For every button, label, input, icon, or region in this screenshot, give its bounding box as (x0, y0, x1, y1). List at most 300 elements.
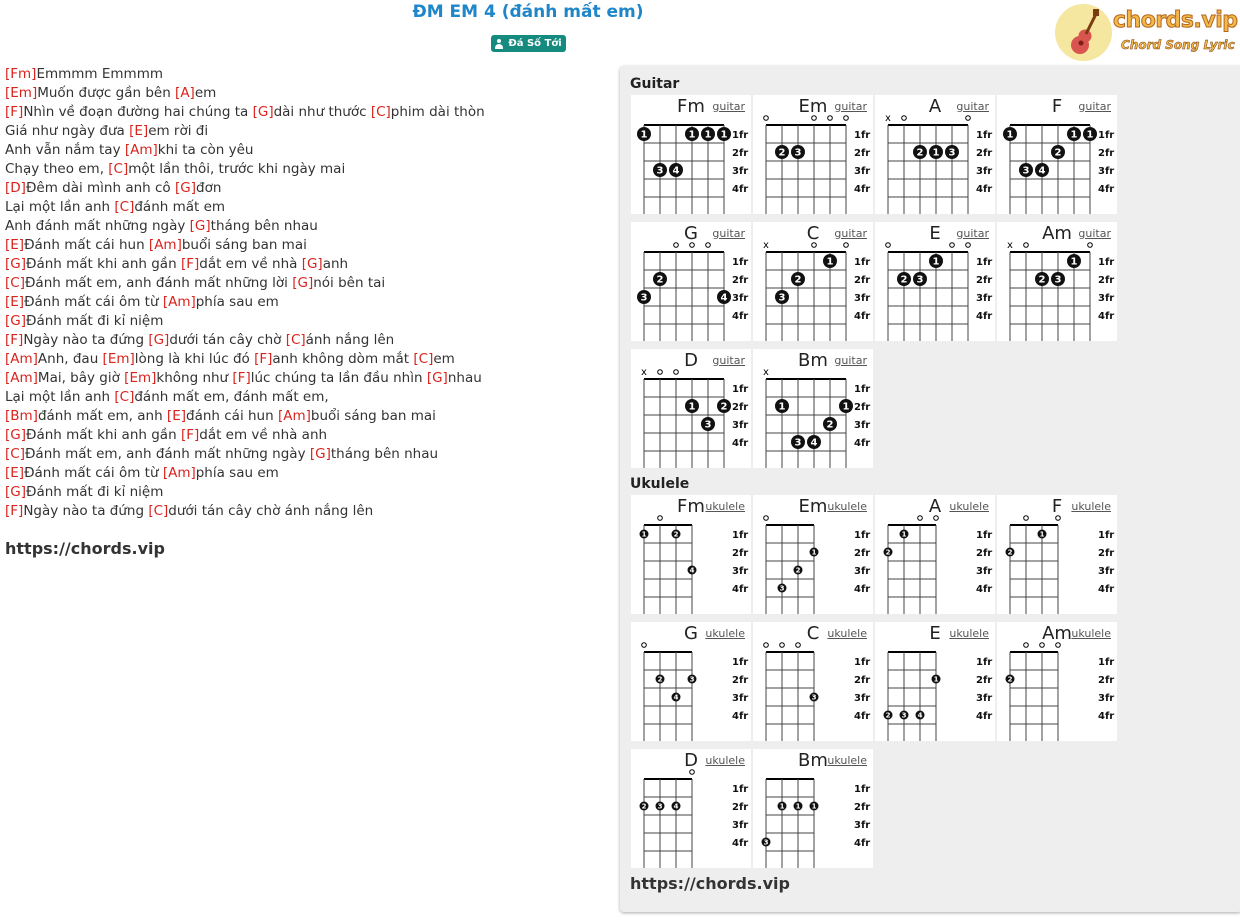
chord-token[interactable]: [F] (5, 332, 24, 348)
lyric-text: tháng bên nhau (210, 218, 318, 234)
lyric-text: Đánh mất đi kỉ niệm (26, 484, 164, 500)
lyrics-block (5, 65, 610, 521)
fret-label: 1fr (1098, 530, 1115, 541)
fret-label: 2fr (976, 275, 993, 286)
chord-token[interactable]: [C] (413, 351, 434, 367)
lyric-line (5, 293, 610, 312)
chord-token[interactable]: [C] (148, 503, 169, 519)
chord-token[interactable]: [Am] (5, 370, 38, 386)
fret-label: 4fr (854, 711, 871, 722)
finger-number: 3 (640, 292, 648, 304)
fret-label: 2fr (854, 548, 871, 559)
chord-token[interactable]: [Em] (5, 85, 38, 101)
ukulele-chord-diagram (631, 749, 751, 868)
finger-number: 2 (1054, 147, 1062, 159)
fret-label: 3fr (854, 293, 871, 304)
chord-token[interactable]: [C] (5, 446, 25, 462)
guitar-chord-diagram (997, 222, 1117, 341)
guitar-link[interactable]: guitar (1078, 227, 1111, 240)
chord-name: Em (798, 496, 828, 517)
chord-token[interactable]: [Am] (148, 237, 182, 253)
finger-number: 3 (1022, 165, 1030, 177)
lyric-line (5, 84, 610, 103)
finger-number: 1 (842, 401, 850, 413)
chord-token[interactable]: [Am] (277, 408, 311, 424)
lyric-text: dưới tán cây chờ (169, 332, 286, 348)
chord-name: F (1051, 496, 1063, 517)
lyric-text: anh không dòm mắt (272, 351, 414, 367)
chord-token[interactable]: [Fm] (5, 66, 37, 82)
fret-label: 3fr (732, 566, 749, 577)
ukulele-link[interactable]: ukulele (705, 500, 745, 513)
lyric-text: Anh, đau (37, 351, 103, 367)
guitar-link[interactable]: guitar (834, 227, 867, 240)
lyric-line (5, 122, 610, 141)
open-string-marker (674, 243, 679, 248)
chord-name: C (806, 223, 820, 244)
open-string-marker (796, 643, 801, 648)
ukulele-section-title: Ukulele (630, 476, 690, 492)
finger-number: 4 (720, 292, 728, 304)
guitar-link[interactable]: guitar (834, 100, 867, 113)
ukulele-link[interactable]: ukulele (827, 754, 867, 767)
guitar-chord-diagram (753, 349, 873, 468)
lyric-text: Mai, bây giờ (37, 370, 125, 386)
open-string-marker (642, 643, 647, 648)
lyric-line (5, 141, 610, 160)
lyric-text: buổi sáng ban mai (310, 408, 436, 424)
open-string-marker (1056, 516, 1061, 521)
ukulele-chord-card[interactable] (753, 749, 873, 868)
open-string-marker (812, 243, 817, 248)
guitar-chord-card[interactable] (631, 349, 751, 468)
lyric-text: dưới tán cây chờ ánh nắng lên (168, 503, 374, 519)
guitar-chord-diagram (875, 222, 995, 341)
fret-label: 2fr (854, 148, 871, 159)
lyric-line (5, 502, 610, 521)
ukulele-chord-diagram (997, 622, 1117, 741)
lyric-text: khi ta còn yêu (157, 142, 254, 158)
fret-label: 4fr (854, 311, 871, 322)
chord-token[interactable]: [Am] (5, 351, 38, 367)
lyric-text: Đánh mất đi kỉ niệm (26, 313, 164, 329)
chord-token[interactable]: [F] (232, 370, 251, 386)
fret-label: 1fr (854, 657, 871, 668)
lyric-text: Đánh mất cái ôm từ (24, 294, 163, 310)
finger-number: 1 (932, 147, 940, 159)
guitar-chord-diagram (631, 349, 751, 468)
site-logo[interactable] (1055, 4, 1238, 62)
ukulele-chord-diagram (631, 622, 751, 741)
chord-token[interactable]: [G] (5, 427, 26, 443)
open-string-marker (674, 370, 679, 375)
chord-token[interactable]: [F] (254, 351, 273, 367)
open-string-marker (1024, 643, 1029, 648)
chord-token[interactable]: [C] (370, 104, 391, 120)
site-url-left[interactable]: https://chords.vip (5, 539, 165, 558)
lyric-text: Anh vẫn nắm tay (5, 142, 125, 158)
fret-label: 4fr (854, 584, 871, 595)
open-string-marker (1056, 643, 1061, 648)
lyric-text: em (433, 351, 455, 367)
fret-label: 4fr (732, 711, 749, 722)
ukulele-link[interactable]: ukulele (1071, 500, 1111, 513)
guitar-link[interactable]: guitar (834, 354, 867, 367)
guitar-chord-diagram (875, 95, 995, 214)
finger-number: 3 (689, 675, 695, 684)
lyric-text: Anh đánh mất những ngày (5, 218, 190, 234)
chord-token[interactable]: [G] (301, 256, 323, 272)
lyric-text: Ngày nào ta đứng (23, 332, 149, 348)
ukulele-link[interactable]: ukulele (827, 500, 867, 513)
open-string-marker (902, 116, 907, 121)
finger-number: 1 (704, 129, 712, 141)
lyric-text: Ngày nào ta đứng (23, 503, 149, 519)
fret-label: 3fr (1098, 693, 1115, 704)
fret-label: 4fr (732, 311, 749, 322)
guitar-link[interactable]: guitar (956, 100, 989, 113)
fret-label: 2fr (732, 802, 749, 813)
lyric-text: đánh cái hun (186, 408, 278, 424)
chord-token[interactable]: [C] (5, 275, 25, 291)
chord-token[interactable]: [E] (5, 237, 25, 253)
chord-token[interactable]: [Em] (102, 351, 135, 367)
chord-name: Am (1042, 623, 1072, 644)
chord-token[interactable]: [G] (252, 104, 274, 120)
lyric-line (5, 445, 610, 464)
lyric-line (5, 65, 610, 84)
lyric-text: đánh mất em, anh (37, 408, 167, 424)
open-string-marker (658, 516, 663, 521)
ukulele-chord-diagram (875, 622, 995, 741)
finger-number: 1 (688, 401, 696, 413)
chord-token[interactable]: [G] (292, 275, 314, 291)
fret-label: 3fr (854, 566, 871, 577)
chord-token[interactable]: [G] (148, 332, 170, 348)
chord-token[interactable]: [E] (5, 465, 25, 481)
lyric-line (5, 179, 610, 198)
fret-label: 3fr (732, 420, 749, 431)
finger-number: 1 (1006, 129, 1014, 141)
guitar-logo-icon (1055, 4, 1112, 61)
chord-token[interactable]: [G] (175, 180, 196, 196)
ukulele-chord-card[interactable] (875, 622, 995, 741)
guitar-link[interactable]: guitar (712, 354, 745, 367)
chord-token[interactable]: [F] (180, 427, 200, 443)
finger-number: 3 (916, 274, 924, 286)
chord-token[interactable]: [G] (426, 370, 448, 386)
fret-label: 2fr (854, 675, 871, 686)
fret-label: 3fr (1098, 166, 1115, 177)
fret-label: 1fr (732, 384, 749, 395)
lyric-line (5, 407, 610, 426)
author-badge[interactable] (491, 35, 566, 52)
ukulele-chord-card[interactable] (753, 622, 873, 741)
lyric-text: buổi sáng ban mai (181, 237, 307, 253)
guitar-chord-card[interactable] (875, 222, 995, 341)
fret-label: 3fr (854, 166, 871, 177)
fret-label: 4fr (976, 584, 993, 595)
chord-token[interactable]: [A] (175, 85, 195, 101)
chord-token[interactable]: [G] (309, 446, 331, 462)
fret-label: 2fr (854, 802, 871, 813)
fret-label: 3fr (1098, 566, 1115, 577)
chord-name: A (928, 496, 942, 517)
guitar-chord-card[interactable] (753, 95, 873, 214)
chord-token[interactable]: [F] (5, 104, 24, 120)
lyric-line (5, 198, 610, 217)
guitar-chord-card[interactable] (631, 95, 751, 214)
lyric-text: Nhìn về đoạn đường hai chúng ta (23, 104, 253, 120)
finger-number: 3 (794, 437, 802, 449)
guitar-link[interactable]: guitar (1078, 100, 1111, 113)
fret-label: 1fr (732, 657, 749, 668)
open-string-marker (764, 116, 769, 121)
lyric-line (5, 426, 610, 445)
open-string-marker (1040, 643, 1045, 648)
chord-token[interactable]: [E] (166, 408, 186, 424)
lyric-text: Đánh mất em, anh đánh mất những lời (24, 275, 293, 291)
fret-label: 2fr (854, 275, 871, 286)
chord-name: Bm (798, 350, 828, 371)
chord-token[interactable]: [C] (114, 199, 135, 215)
finger-number: 1 (641, 530, 647, 539)
ukulele-chord-diagram (753, 749, 873, 868)
chord-token[interactable]: [Am] (162, 465, 196, 481)
lyric-line (5, 274, 610, 293)
fret-label: 2fr (732, 402, 749, 413)
guitar-chord-diagram (631, 95, 751, 214)
ukulele-link[interactable]: ukulele (827, 627, 867, 640)
chord-token[interactable]: [G] (5, 313, 26, 329)
finger-number: 3 (657, 802, 663, 811)
open-string-marker (706, 243, 711, 248)
open-string-marker (844, 243, 849, 248)
lyric-text: phim dài thòn (390, 104, 485, 120)
ukulele-chord-card[interactable] (631, 749, 751, 868)
lyric-line (5, 331, 610, 350)
finger-number: 2 (826, 419, 834, 431)
lyric-text: Đánh mất cái ôm từ (24, 465, 163, 481)
chord-name: E (929, 623, 941, 644)
finger-number: 3 (1054, 274, 1062, 286)
fret-label: 3fr (854, 820, 871, 831)
chord-token[interactable]: [E] (5, 294, 25, 310)
chord-token[interactable]: [E] (129, 123, 149, 139)
chord-token[interactable]: [D] (5, 180, 26, 196)
open-string-marker (886, 243, 891, 248)
ukulele-link[interactable]: ukulele (705, 627, 745, 640)
chord-name: Fm (677, 496, 705, 517)
lyric-text: ánh nắng lên (305, 332, 395, 348)
chord-token[interactable]: [G] (5, 484, 26, 500)
guitar-chord-card[interactable] (753, 349, 873, 468)
fret-label: 1fr (1098, 130, 1115, 141)
finger-number: 1 (779, 802, 785, 811)
open-string-marker (966, 243, 971, 248)
fret-label: 4fr (976, 311, 993, 322)
finger-number: 3 (778, 292, 786, 304)
fret-label: 4fr (732, 184, 749, 195)
lyric-text: dài như thước (273, 104, 371, 120)
guitar-chord-card[interactable] (753, 222, 873, 341)
guitar-chord-card[interactable] (875, 95, 995, 214)
chord-name: A (928, 96, 942, 117)
fret-label: 1fr (854, 784, 871, 795)
ukulele-chord-card[interactable] (631, 622, 751, 741)
chord-token[interactable]: [F] (5, 503, 24, 519)
lyric-text: tháng bên nhau (330, 446, 439, 462)
ukulele-chord-card[interactable] (875, 495, 995, 614)
fret-label: 3fr (732, 820, 749, 831)
ukulele-link[interactable]: ukulele (1071, 627, 1111, 640)
finger-number: 2 (641, 802, 647, 811)
chord-token[interactable]: [Em] (124, 370, 157, 386)
finger-number: 3 (704, 419, 712, 431)
fret-label: 2fr (732, 275, 749, 286)
lyric-line (5, 160, 610, 179)
lyric-text: phía sau em (195, 294, 279, 310)
chord-name: Bm (798, 750, 828, 771)
chord-name: G (684, 623, 698, 644)
fret-label: 3fr (976, 293, 993, 304)
fret-label: 1fr (854, 130, 871, 141)
finger-number: 1 (1039, 530, 1045, 539)
lyric-line (5, 236, 610, 255)
finger-number: 3 (763, 838, 769, 847)
finger-number: 1 (1070, 129, 1078, 141)
fret-label: 4fr (854, 184, 871, 195)
fret-label: 4fr (1098, 311, 1115, 322)
fret-label: 4fr (854, 838, 871, 849)
chord-token[interactable]: [G] (5, 256, 26, 272)
lyric-line (5, 369, 610, 388)
fret-label: 2fr (976, 148, 993, 159)
open-string-marker (1088, 243, 1093, 248)
open-string-marker (1024, 243, 1029, 248)
lyric-text: dắt em về nhà (199, 256, 302, 272)
finger-number: 4 (810, 437, 818, 449)
chord-token[interactable]: [F] (180, 256, 200, 272)
finger-number: 2 (900, 274, 908, 286)
lyric-line (5, 464, 610, 483)
chord-name: C (806, 623, 820, 644)
guitar-link[interactable]: guitar (956, 227, 989, 240)
chord-token[interactable]: [C] (285, 332, 306, 348)
lyric-text: phía sau em (195, 465, 279, 481)
ukulele-link[interactable]: ukulele (949, 627, 989, 640)
fret-label: 3fr (976, 693, 993, 704)
chord-name: F (1051, 96, 1063, 117)
finger-number: 4 (917, 711, 923, 720)
fret-label: 4fr (732, 584, 749, 595)
chord-token[interactable]: [C] (114, 389, 135, 405)
guitar-chord-diagram (997, 95, 1117, 214)
lyric-text: nhau (447, 370, 482, 386)
lyric-line (5, 350, 610, 369)
chord-name: Fm (677, 96, 705, 117)
chord-token[interactable]: [G] (189, 218, 211, 234)
muted-string-marker: x (763, 240, 769, 251)
guitar-section-title: Guitar (630, 76, 680, 92)
lyric-line (5, 255, 610, 274)
guitar-link[interactable]: guitar (712, 100, 745, 113)
open-string-marker (780, 643, 785, 648)
muted-string-marker: x (885, 113, 891, 124)
ukulele-chord-card[interactable] (753, 495, 873, 614)
user-icon (495, 39, 503, 49)
guitar-chord-diagram (753, 222, 873, 341)
fret-label: 3fr (732, 166, 749, 177)
finger-number: 1 (933, 675, 939, 684)
open-string-marker (690, 243, 695, 248)
fret-label: 2fr (732, 675, 749, 686)
guitar-chord-card[interactable] (997, 95, 1117, 214)
finger-number: 4 (689, 566, 695, 575)
open-string-marker (658, 370, 663, 375)
open-string-marker (844, 116, 849, 121)
finger-number: 2 (1007, 548, 1013, 557)
lyric-text: Chạy theo em, (5, 161, 109, 177)
chord-name: Em (798, 96, 828, 117)
finger-number: 1 (640, 129, 648, 141)
ukulele-chord-card[interactable] (997, 495, 1117, 614)
fret-label: 3fr (732, 693, 749, 704)
fret-label: 4fr (732, 438, 749, 449)
finger-number: 3 (901, 711, 907, 720)
guitar-chord-card[interactable] (997, 222, 1117, 341)
finger-number: 2 (673, 530, 679, 539)
fret-label: 3fr (732, 293, 749, 304)
lyric-text: lúc chúng ta lần đầu nhìn (250, 370, 427, 386)
ukulele-chord-card[interactable] (997, 622, 1117, 741)
guitar-link[interactable]: guitar (712, 227, 745, 240)
fret-label: 4fr (976, 711, 993, 722)
finger-number: 1 (778, 401, 786, 413)
chord-token[interactable]: [Am] (162, 294, 196, 310)
finger-number: 2 (885, 711, 891, 720)
open-string-marker (918, 516, 923, 521)
chord-token[interactable]: [C] (108, 161, 129, 177)
fret-label: 1fr (976, 657, 993, 668)
site-url-right[interactable]: https://chords.vip (630, 874, 790, 893)
fret-label: 1fr (854, 257, 871, 268)
ukulele-link[interactable]: ukulele (949, 500, 989, 513)
fret-label: 4fr (1098, 711, 1115, 722)
lyric-text: Đêm dài mình anh cô (25, 180, 175, 196)
ukulele-link[interactable]: ukulele (705, 754, 745, 767)
fret-label: 1fr (732, 530, 749, 541)
lyric-text: lòng là khi lúc đó (134, 351, 255, 367)
chord-token[interactable]: [Am] (124, 142, 158, 158)
ukulele-chord-diagram (631, 495, 751, 614)
guitar-chord-card[interactable] (631, 222, 751, 341)
ukulele-chord-card[interactable] (631, 495, 751, 614)
chord-panel (620, 66, 1240, 912)
chord-name: Am (1042, 223, 1072, 244)
finger-number: 2 (720, 401, 728, 413)
finger-number: 1 (901, 530, 907, 539)
fret-label: 1fr (976, 257, 993, 268)
finger-number: 1 (795, 802, 801, 811)
chord-token[interactable]: [Bm] (5, 408, 38, 424)
lyric-line (5, 217, 610, 236)
fret-label: 1fr (854, 384, 871, 395)
finger-number: 1 (932, 256, 940, 268)
fret-label: 2fr (976, 548, 993, 559)
open-string-marker (1024, 516, 1029, 521)
lyric-text: đánh mất em, đánh mất em, (134, 389, 329, 405)
